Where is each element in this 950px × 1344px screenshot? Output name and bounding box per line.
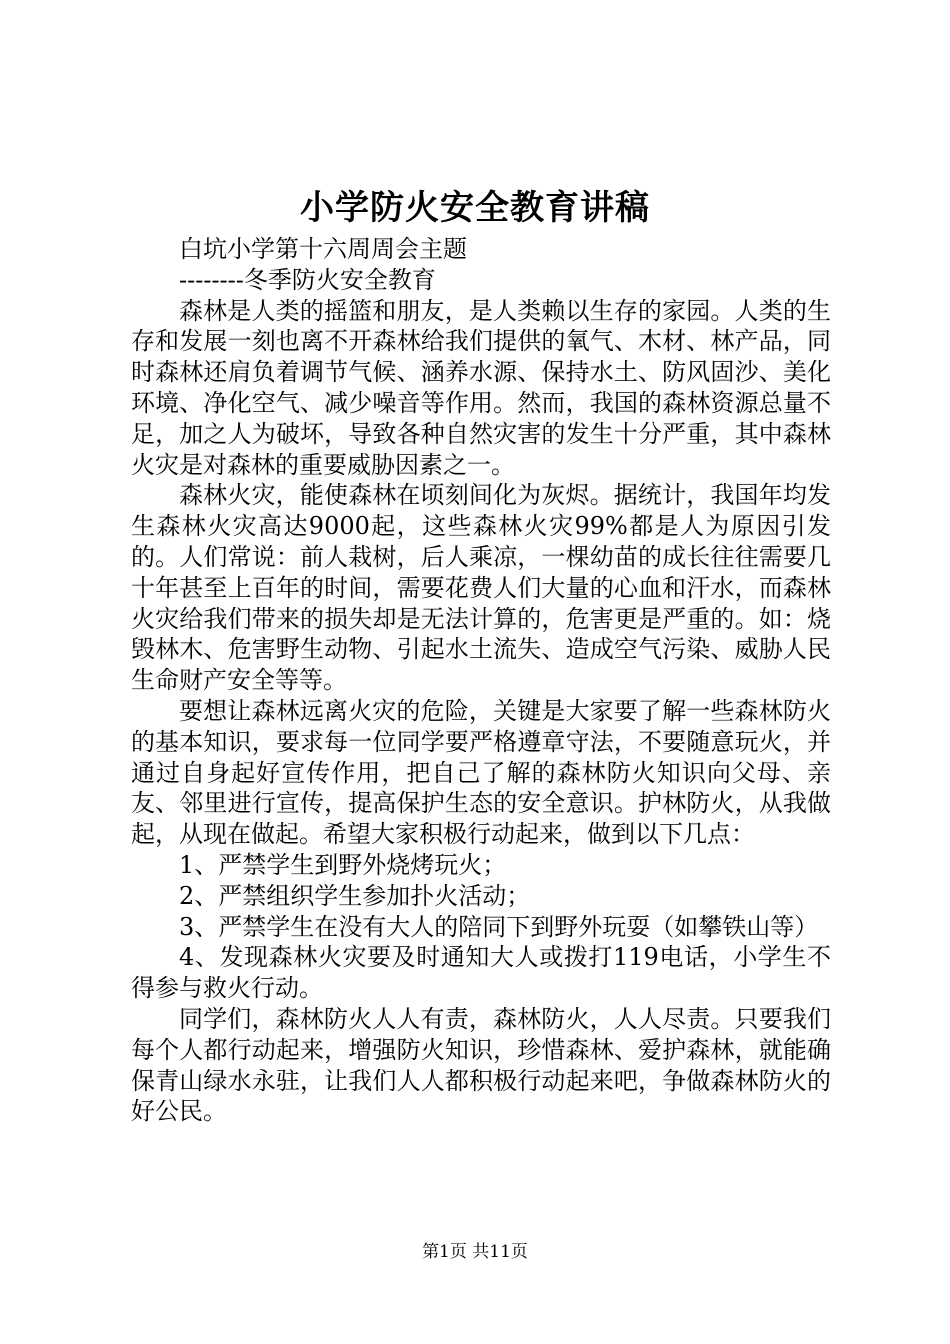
paragraph-forest-intro: 森林是人类的摇篮和朋友，是人类赖以生存的家园。人类的生存和发展一刻也离不开森林给我们提供的氧气、木材、林产品，同时森林还肩负着调节气候、涵养水源、保持水土、防风固沙、美化环境、净化空气、减少噪音等作用。然而，我国的森林资源总量不足，加之人为破坏，导致各种自然灾害的发生十分严重，其中森林火灾是对森林的重要威胁因素之一。 [131,296,831,479]
document-title: 小学防火安全教育讲稿 [300,188,650,228]
subtitle-line-2: --------冬季防火安全教育 [179,265,436,294]
subtitle-line-1: 白坑小学第十六周周会主题 [179,235,467,263]
rule-item-1: 1、严禁学生到野外烧烤玩火； [179,850,507,879]
rule-item-2: 2、严禁组织学生参加扑火活动； [179,881,531,910]
page-footer: 第1页 共11页 [422,1242,528,1262]
document-body [131,234,831,1127]
paragraph-prevention: 要想让森林远离火灾的危险，关键是大家要了解一些森林防火的基本知识，要求每一位同学要严格遵章守法，不要随意玩火，并通过自身起好宣传作用，把自己了解的森林防火知识向父母、亲友、邻里进行宣传，提高保护生态的安全意识。护林防火，从我做起，从现在做起。希望大家积极行动起来，做到以下几点： [131,696,831,849]
rule-item-4: 4、发现森林火灾要及时通知大人或拨打119电话，小学生不得参与救火行动。 [131,943,831,1003]
paragraph-closing: 同学们，森林防火人人有责，森林防火，人人尽责。只要我们每个人都行动起来，增强防火知识，珍惜森林、爱护森林，就能确保青山绿水永驻，让我们人人都积极行动起来吧，争做森林防火的好公民。 [131,1004,831,1126]
paragraph-forest-fire: 森林火灾，能使森林在顷刻间化为灰烬。据统计，我国年均发生森林火灾高达9000起，这些森林火灾99%都是人为原因引发的。人们常说：前人栽树，后人乘凉，一棵幼苗的成长往往需要几十年甚至上百年的时间，需要花费人们大量的心血和汗水，而森林火灾给我们带来的损失却是无法计算的，危害更是严重的。如：烧毁林木、危害野生动物、引起水土流失、造成空气污染、威胁人民生命财产安全等等。 [131,481,831,695]
rule-item-3: 3、严禁学生在没有大人的陪同下到野外玩耍（如攀铁山等） [179,912,819,941]
